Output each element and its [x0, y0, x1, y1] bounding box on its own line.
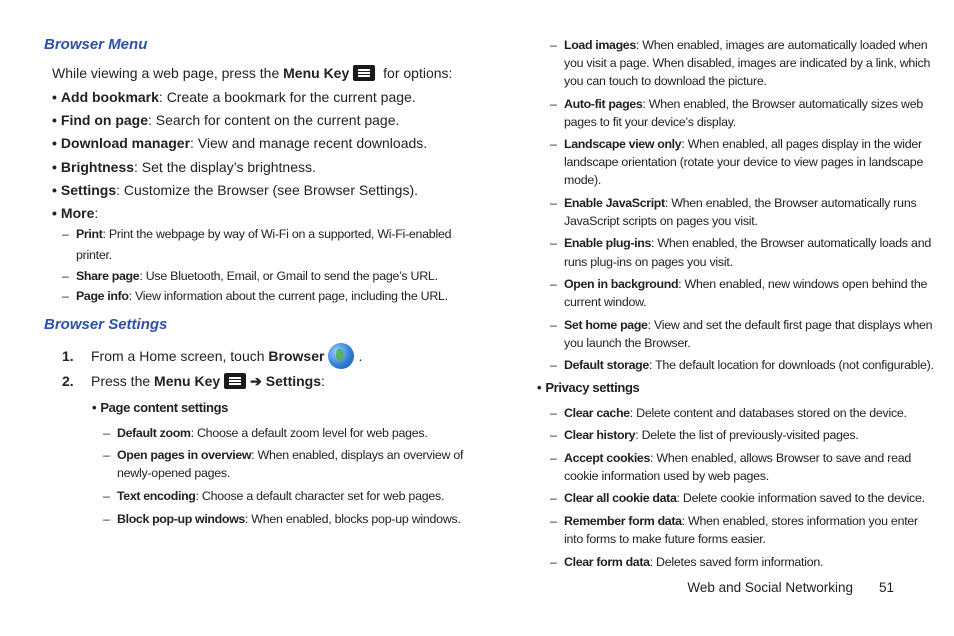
browser-settings-heading: Browser Settings [44, 316, 168, 333]
setting-clear-cache: – Clear cache: Delete content and databases stored on the device. [550, 406, 907, 420]
page-content-settings-heading: • Page content settings [92, 400, 229, 415]
setting-accept-cookies: – Accept cookies: When enabled, allows Browser to save and read [550, 451, 912, 465]
more-item-share-page: – Share page: Use Bluetooth, Email, or Gmail to send the page’s URL. [62, 269, 438, 283]
setting-landscape-view-only-cont-2: mode). [564, 173, 602, 187]
menu-key-icon [224, 373, 246, 389]
setting-set-home-page-cont: you launch the Browser. [564, 336, 691, 350]
setting-default-storage: – Default storage: The default location for downloads (not configurable). [550, 358, 934, 372]
menu-key-icon [353, 65, 375, 81]
browser-menu-heading: Browser Menu [44, 36, 148, 53]
setting-open-pages-in-overview-cont: newly-opened pages. [117, 466, 231, 480]
setting-landscape-view-only: – Landscape view only: When enabled, all pages display in the wider [550, 137, 922, 151]
setting-auto-fit-pages-cont: pages to fit your device’s display. [564, 115, 736, 129]
browser-menu-intro: While viewing a web page, press the Menu Key for options: [52, 65, 453, 81]
setting-remember-form-data-cont: into forms to make future forms easier. [564, 532, 766, 546]
browser-icon [328, 343, 354, 369]
menu-item-brightness: • Brightness: Set the display’s brightness. [52, 159, 316, 175]
setting-accept-cookies-cont: cookie information used by web pages. [564, 469, 769, 483]
setting-text-encoding: – Text encoding: Choose a default character set for web pages. [103, 489, 445, 503]
page-number: 51 [878, 580, 894, 595]
setting-remember-form-data: – Remember form data: When enabled, stores information you enter [550, 514, 918, 528]
arrow-icon: ➔ [250, 373, 266, 389]
setting-default-zoom: – Default zoom: Choose a default zoom level for web pages. [103, 426, 428, 440]
setting-open-in-background-cont: current window. [564, 295, 647, 309]
privacy-settings-heading: • Privacy settings [537, 380, 640, 395]
more-item-page-info: – Page info: View information about the current page, including the URL. [62, 289, 448, 303]
page-footer [687, 580, 894, 595]
setting-load-images: – Load images: When enabled, images are automatically loaded when [550, 38, 928, 52]
menu-item-more: • More: [52, 205, 99, 221]
footer-section-title: Web and Social Networking [687, 580, 853, 595]
setting-enable-plug-ins: – Enable plug-ins: When enabled, the Browser automatically loads and [550, 236, 931, 250]
setting-load-images-cont-2: you can touch to download the picture. [564, 74, 767, 88]
setting-block-pop-up-windows: – Block pop-up windows: When enabled, blocks pop-up windows. [103, 512, 461, 526]
setting-enable-plug-ins-cont: runs plug-ins on pages you visit. [564, 255, 733, 269]
menu-item-find-on-page: • Find on page: Search for content on the current page. [52, 112, 400, 128]
setting-clear-history: – Clear history: Delete the list of previously-visited pages. [550, 428, 859, 442]
menu-item-add-bookmark: • Add bookmark: Create a bookmark for the current page. [52, 89, 416, 105]
more-item-print: – Print: Print the webpage by way of Wi-Fi on a supported, Wi-Fi-enabled [62, 227, 452, 241]
setting-set-home-page: – Set home page: View and set the default first page that displays when [550, 318, 933, 332]
setting-open-in-background: – Open in background: When enabled, new windows open behind the [550, 277, 928, 291]
more-item-print-cont: printer. [76, 248, 112, 262]
step-2: 2. Press the Menu Key ➔ Settings: [62, 373, 325, 389]
setting-open-pages-in-overview: – Open pages in overview: When enabled, displays an overview of [103, 448, 464, 462]
menu-item-settings: • Settings: Customize the Browser (see Browser Settings). [52, 182, 419, 198]
setting-enable-javascript: – Enable JavaScript: When enabled, the Browser automatically runs [550, 196, 917, 210]
setting-load-images-cont-1: you visit a page. When disabled, images are indicated by a link, which [564, 56, 931, 70]
menu-item-download-manager: • Download manager: View and manage recent downloads. [52, 135, 428, 151]
setting-landscape-view-only-cont-1: landscape orientation (rotate your device to view pages in landscape [564, 155, 924, 169]
setting-enable-javascript-cont: JavaScript scripts on pages you visit. [564, 214, 758, 228]
step-1: 1. From a Home screen, touch Browser . [62, 343, 362, 369]
setting-auto-fit-pages: – Auto-fit pages: When enabled, the Browser automatically sizes web [550, 97, 924, 111]
setting-clear-all-cookie-data: – Clear all cookie data: Delete cookie information saved to the device. [550, 491, 925, 505]
setting-clear-form-data: – Clear form data: Deletes saved form information. [550, 555, 824, 569]
